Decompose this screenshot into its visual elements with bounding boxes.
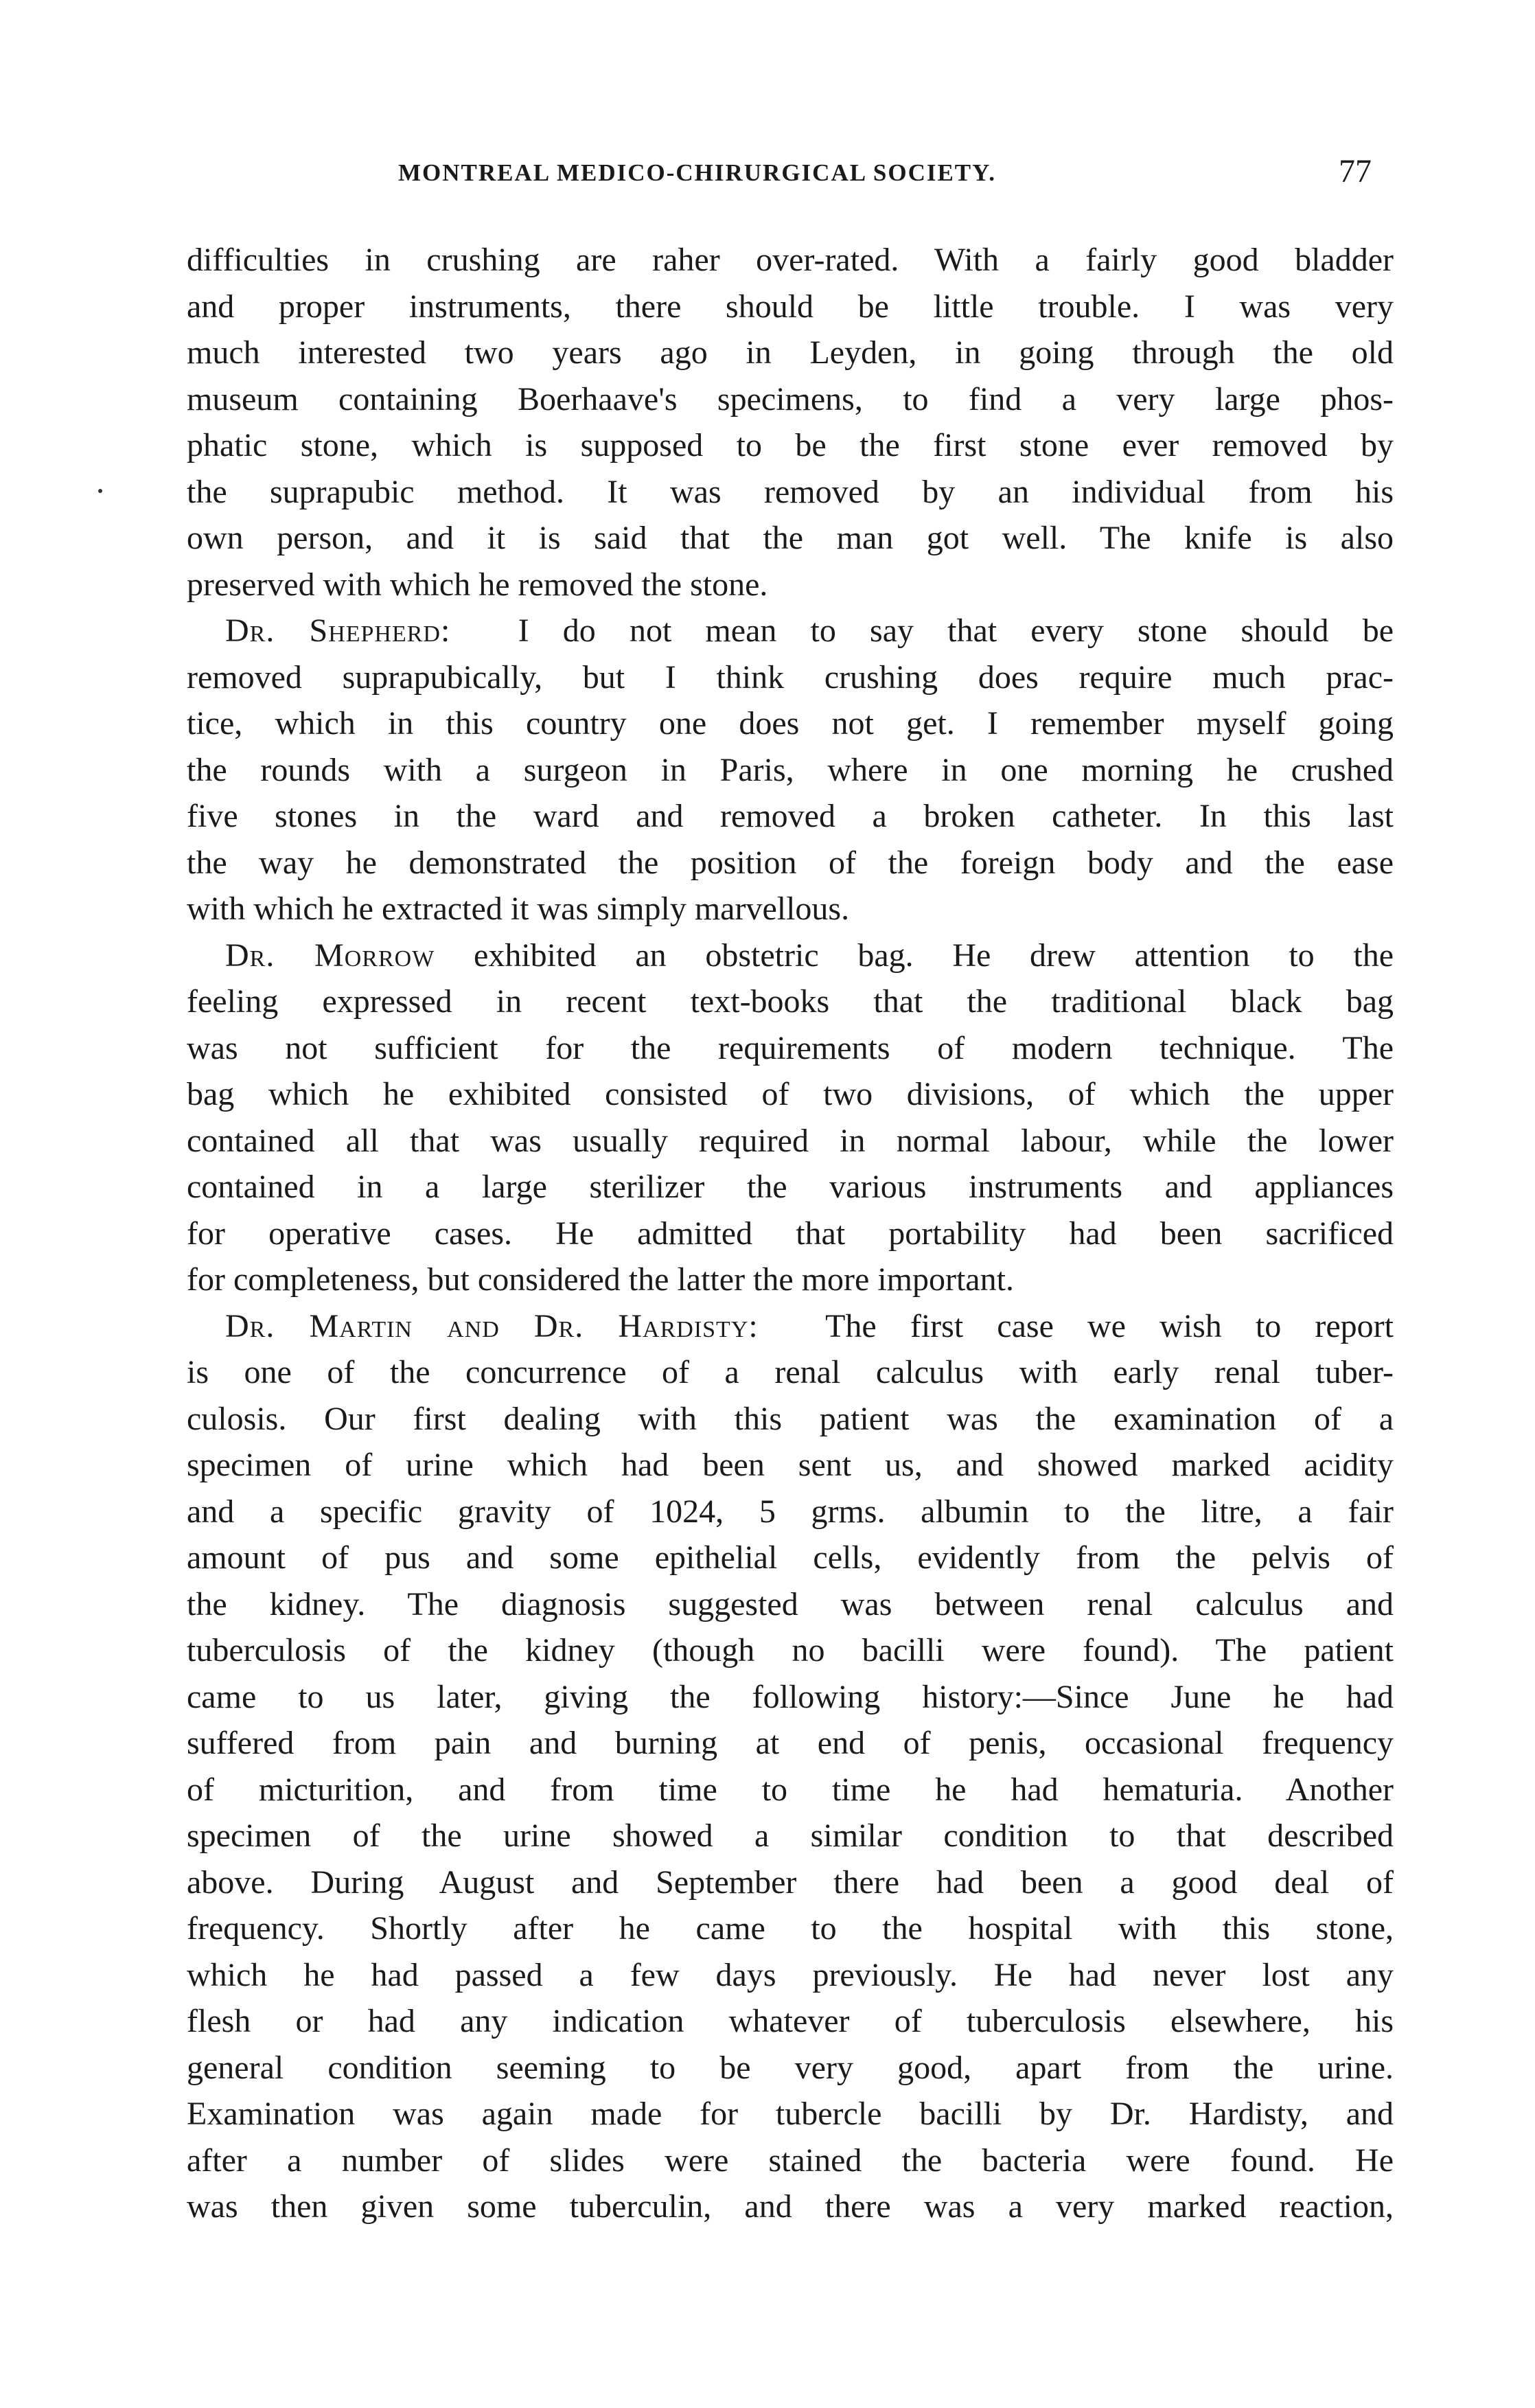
speaker-name: Dr. Martin and Dr. Hardisty: — [225, 1307, 759, 1344]
text-line: flesh or had any indication whatever of tuberculosis elsewhere, his — [187, 2003, 1394, 2039]
paragraph-shepherd — [187, 608, 1394, 932]
text-line: came to us later, giving the following history:—Since June he had — [187, 1678, 1394, 1715]
text-line: contained in a large sterilizer the various instruments and appliances — [187, 1169, 1394, 1205]
text-line: is one of the concurrence of a renal calculus with early renal tuber- — [187, 1354, 1394, 1390]
text-line: for operative cases. He admitted that portability had been sacrificed — [187, 1215, 1394, 1252]
text-line: and proper instruments, there should be little trouble. I was very — [187, 288, 1394, 325]
text-line: own person, and it is said that the man got well. The knife is also — [187, 520, 1394, 556]
speaker-name: Dr. Shepherd: — [225, 612, 451, 649]
text-line: frequency. Shortly after he came to the hospital with this stone, — [187, 1910, 1394, 1947]
text-line: removed suprapubically, but I think crushing does require much prac- — [187, 658, 1394, 696]
text-line: after a number of slides were stained the bacteria were found. He — [187, 2142, 1394, 2179]
paragraph-martin-hardisty — [187, 1303, 1394, 2230]
text-line — [187, 608, 1394, 654]
page-header — [0, 152, 1535, 194]
text-line — [187, 1303, 1394, 1350]
speaker-name: Dr. Morrow — [225, 937, 435, 974]
paragraph-morrow — [187, 932, 1394, 1303]
text-line: and a specific gravity of 1024, 5 grms. albumin to the litre, a fair — [187, 1493, 1394, 1530]
text-line: bag which he exhibited consisted of two divisions, of which the upper — [187, 1076, 1394, 1112]
text-line: which he had passed a few days previously. He had never lost any — [187, 1956, 1394, 1993]
text-line: five stones in the ward and removed a broken catheter. In this last — [187, 798, 1394, 834]
text-line: with which he extracted it was simply marvellous. — [187, 891, 850, 927]
text-line: specimen of urine which had been sent us, and showed marked acidity — [187, 1447, 1394, 1483]
text-line: Examination was again made for tubercle bacilli by Dr. Hardisty, and — [187, 2096, 1394, 2132]
text-line: general condition seeming to be very good, apart from the urine. — [187, 2049, 1394, 2086]
text-line: contained all that was usually required in normal labour, while the lower — [187, 1122, 1394, 1159]
text-line: the way he demonstrated the position of the foreign body and the ease — [187, 844, 1394, 881]
text-line: tice, which in this country one does not get. I remember myself going — [187, 705, 1394, 742]
text-line: feeling expressed in recent text-books that the traditional black bag — [187, 983, 1394, 1020]
text-line — [187, 932, 1394, 979]
text-line: phatic stone, which is supposed to be the first stone ever removed by — [187, 427, 1394, 463]
text-line: the rounds with a surgeon in Paris, where in one morning he crushed — [187, 751, 1394, 788]
text-line: for completeness, but considered the latter the more important. — [187, 1261, 1014, 1298]
text-line-content: I do not mean to say that every stone should be — [518, 612, 1394, 649]
page-number: 77 — [1339, 153, 1372, 190]
text-line: the kidney. The diagnosis suggested was between renal calculus and — [187, 1585, 1394, 1622]
text-line: preserved with which he removed the stone. — [187, 566, 768, 603]
paragraph-continuation — [187, 237, 1394, 608]
margin-mark — [98, 489, 102, 493]
text-line: was not sufficient for the requirements of modern technique. The — [187, 1029, 1394, 1066]
text-line: above. During August and September there had been a good deal of — [187, 1864, 1394, 1901]
text-line-content: exhibited an obstetric bag. He drew attention to the — [474, 937, 1394, 974]
text-line: museum containing Boerhaave's specimens, to find a very large phos- — [187, 380, 1394, 417]
text-line-content: The first case we wish to report — [825, 1307, 1394, 1344]
running-title: MONTREAL MEDICO-CHIRURGICAL SOCIETY. — [398, 159, 996, 186]
text-line: difficulties in crushing are raher over-rated. With a fairly good bladder — [187, 242, 1394, 278]
text-line: amount of pus and some epithelial cells, evidently from the pelvis of — [187, 1539, 1394, 1576]
text-line: the suprapubic method. It was removed by an individual from his — [187, 473, 1394, 510]
text-line: was then given some tuberculin, and there was a very marked reaction, — [187, 2188, 1394, 2225]
text-line: of micturition, and from time to time he had hematuria. Another — [187, 1771, 1394, 1808]
text-line: specimen of the urine showed a similar condition to that described — [187, 1818, 1394, 1854]
text-line: suffered from pain and burning at end of penis, occasional frequency — [187, 1725, 1394, 1761]
text-line: culosis. Our first dealing with this patient was the examination of a — [187, 1400, 1394, 1437]
body-text — [187, 237, 1394, 2230]
text-line: tuberculosis of the kidney (though no bacilli were found). The patient — [187, 1632, 1394, 1669]
text-line: much interested two years ago in Leyden, in going through the old — [187, 334, 1394, 371]
